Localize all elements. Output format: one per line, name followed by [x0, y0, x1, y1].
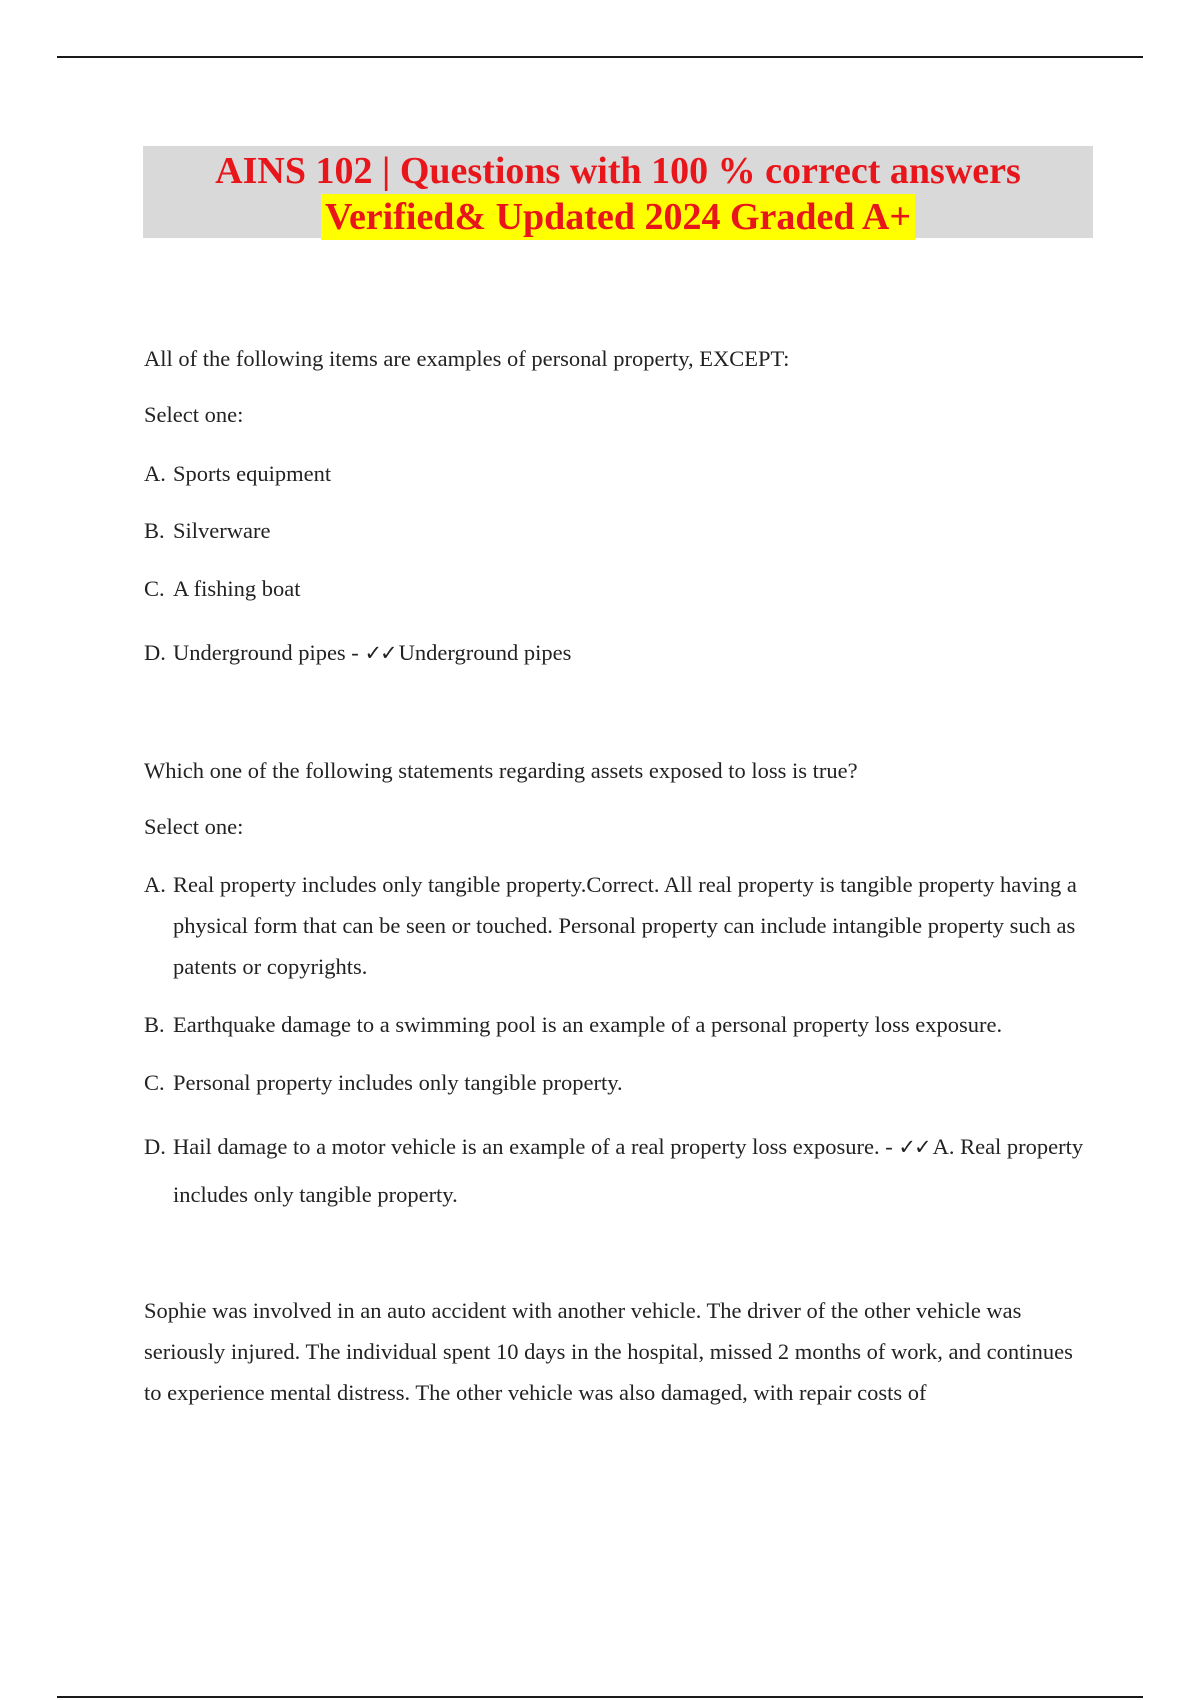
question-2-option-c: [144, 1062, 1094, 1103]
question-1-prompt: All of the following items are examples of personal property, EXCEPT:: [144, 346, 790, 371]
option-letter: A.: [144, 461, 166, 486]
title-banner: [143, 146, 1093, 238]
option-letter: D.: [144, 640, 166, 665]
question-1-option-b: [144, 510, 1094, 551]
option-letter: C.: [144, 576, 165, 601]
option-letter: B.: [144, 518, 165, 543]
question-2-option-a: [144, 864, 1094, 987]
option-letter: C.: [144, 1070, 165, 1095]
bottom-rule: [57, 1696, 1143, 1698]
question-2-select-label: Select one:: [144, 814, 244, 839]
option-text: Earthquake damage to a swimming pool is an example of a personal property loss exposure.: [173, 1012, 1003, 1037]
option-text: Sports equipment: [173, 461, 332, 486]
option-text: A fishing boat: [173, 576, 301, 601]
option-text: Hail damage to a motor vehicle is an example of a real property loss exposure. -: [173, 1134, 899, 1159]
option-text: Silverware: [173, 518, 271, 543]
option-letter: A.: [144, 872, 166, 897]
question-1-select-label: Select one:: [144, 402, 244, 427]
top-rule: [57, 56, 1143, 58]
option-text: Personal property includes only tangible property.: [173, 1070, 623, 1095]
title-line-1: AINS 102 | Questions with 100 % correct answers: [215, 150, 1021, 192]
option-text-with-answer: [144, 1123, 1094, 1219]
check-mark-icon: ✓✓: [898, 1135, 930, 1159]
title-line-2-highlighted: Verified& Updated 2024 Graded A+: [321, 194, 915, 240]
check-mark-icon: ✓✓: [364, 641, 396, 665]
option-text: Real property includes only tangible property.Correct. All real property is tangible property having a physical form that can be seen or touched. Personal property can include intangible property such as patents or copyrights.: [173, 872, 1077, 979]
question-1-option-c: [144, 568, 1094, 609]
correct-answer: Underground pipes: [398, 640, 572, 665]
question-1-option-a: [144, 453, 1094, 494]
question-2-option-d: [144, 1123, 1094, 1219]
option-letter: D.: [144, 1134, 166, 1159]
question-3-prompt: Sophie was involved in an auto accident with another vehicle. The driver of the other vehicle was seriously injured. The individual spent 10 days in the hospital, missed 2 months of work, and continues to experience mental distress. The other vehicle was also damaged, with repair costs of: [144, 1298, 1073, 1405]
question-2-prompt: Which one of the following statements regarding assets exposed to loss is true?: [144, 758, 858, 783]
option-text-with-answer: [144, 632, 1094, 674]
option-text: Underground pipes -: [173, 640, 365, 665]
option-letter: B.: [144, 1012, 165, 1037]
correct-answer: A. Real property includes only tangible property.: [173, 1134, 1084, 1207]
question-2-option-b: [144, 1004, 1094, 1045]
question-1-option-d: [144, 632, 1094, 674]
